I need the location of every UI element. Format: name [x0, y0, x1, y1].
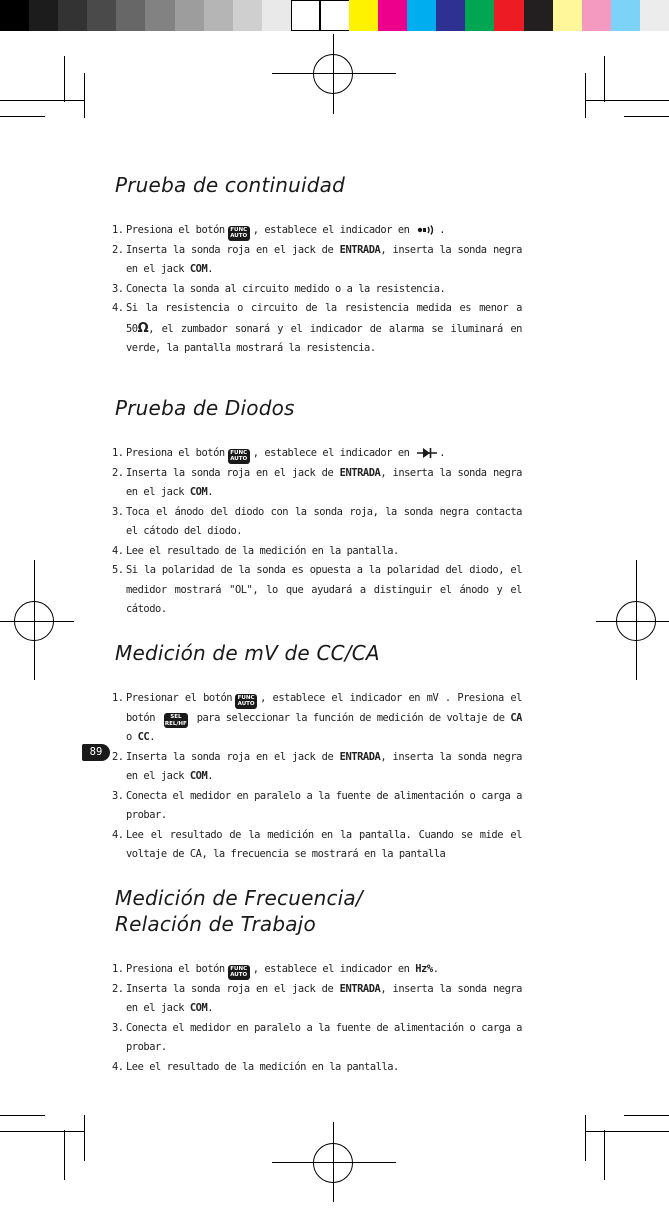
- crop-mark: [624, 116, 669, 117]
- color-swatch: [611, 0, 641, 31]
- func-auto-button-icon: FUNC AUTO: [228, 226, 250, 241]
- color-swatch: [116, 0, 146, 31]
- color-swatch: [494, 0, 524, 31]
- section-title-continuity: Prueba de continuidad: [115, 173, 345, 197]
- color-swatch: [640, 0, 669, 31]
- color-swatch: [436, 0, 466, 31]
- crop-mark: [333, 34, 334, 114]
- section-title-line: Medición de Frecuencia/: [115, 886, 363, 910]
- crop-mark: [0, 621, 74, 622]
- section-title-frequency: [115, 885, 363, 937]
- list-item: 1. Presionar el botón FUNC AUTO , establece el indicador en mV . Presiona el botón SEL REL/HF para seleccionar la función de medición de voltaje de CA o CC.: [112, 692, 522, 743]
- color-swatch: [175, 0, 205, 31]
- color-swatch: [233, 0, 263, 31]
- list-item: 4. Lee el resultado de la medición en la pantalla.: [112, 1060, 399, 1073]
- list-item: 2. Inserta la sonda roja en el jack de ENTRADA, inserta la sonda negra en el jack COM.: [112, 466, 522, 498]
- list-item: 4. Lee el resultado de la medición en la pantalla.: [112, 544, 399, 557]
- func-auto-button-icon: FUNC AUTO: [228, 965, 250, 980]
- crop-mark: [272, 73, 396, 74]
- diode-icon: [417, 447, 437, 459]
- section-title-line: Relación de Trabajo: [115, 912, 316, 936]
- crop-mark: [84, 1115, 85, 1161]
- list-item: 3. Toca el ánodo del diodo con la sonda roja, la sonda negra contacta el cátodo del diodo.: [112, 505, 522, 537]
- func-auto-button-icon: FUNC AUTO: [228, 449, 250, 464]
- crop-mark: [84, 73, 85, 118]
- color-swatch: [553, 0, 583, 31]
- ohm-symbol: Ω: [137, 320, 149, 336]
- continuity-buzzer-icon: [417, 224, 437, 236]
- section-title-mv: Medición de mV de CC/CA: [115, 641, 380, 665]
- list-item: 4. Si la resistencia o circuito de la resistencia medida es menor a 50Ω, el zumbador sonará y el indicador de alarma se iluminará en verde, la pantalla mostrará la resistencia.: [112, 302, 522, 354]
- color-swatch: [204, 0, 234, 31]
- crop-mark: [0, 116, 45, 117]
- crop-mark: [624, 1115, 669, 1116]
- crop-mark: [34, 560, 35, 680]
- color-swatch: [582, 0, 612, 31]
- list-item: 1. Presiona el botón FUNC AUTO , establece el indicador en .: [112, 447, 446, 462]
- page-number: 89: [82, 744, 110, 761]
- crop-mark: [64, 56, 65, 102]
- color-swatch: [407, 0, 437, 31]
- color-swatch: [0, 0, 30, 31]
- func-auto-button-icon: FUNC AUTO: [235, 694, 257, 709]
- diode-steps: [112, 444, 522, 620]
- list-item: 2. Inserta la sonda roja en el jack de ENTRADA, inserta la sonda negra en el jack COM.: [112, 243, 522, 275]
- print-color-bar: [0, 0, 669, 31]
- crop-mark: [585, 100, 669, 101]
- crop-mark: [64, 1130, 65, 1180]
- color-swatch: [29, 0, 59, 31]
- mv-steps: [112, 689, 522, 865]
- crop-mark: [272, 1162, 396, 1163]
- list-item: 1. Presiona el botón FUNC AUTO , establece el indicador en Hz%.: [112, 963, 439, 978]
- color-swatch: [465, 0, 495, 31]
- list-item: 5. Si la polaridad de la sonda es opuesta a la polaridad del diodo, el medidor mostrará "OL", lo que ayudará a distinguir el ánodo y el cátodo.: [112, 564, 522, 615]
- list-item: 1. Presiona el botón FUNC AUTO , establece el indicador en .: [112, 224, 446, 239]
- crop-mark: [333, 1122, 334, 1202]
- color-swatch: [145, 0, 175, 31]
- color-swatch: [524, 0, 554, 31]
- color-swatch: [320, 0, 350, 31]
- list-item: 3. Conecta el medidor en paralelo a la fuente de alimentación o carga a probar.: [112, 789, 522, 821]
- crop-mark: [0, 1131, 84, 1132]
- crop-mark: [604, 1130, 605, 1180]
- color-swatch: [262, 0, 292, 31]
- color-swatch: [87, 0, 117, 31]
- crop-mark: [604, 56, 605, 102]
- color-swatch: [378, 0, 408, 31]
- crop-mark: [0, 1115, 45, 1116]
- crop-mark: [0, 100, 84, 101]
- crop-mark: [585, 1115, 586, 1161]
- crop-mark: [636, 560, 637, 680]
- color-swatch: [58, 0, 88, 31]
- list-item: 2. Inserta la sonda roja en el jack de ENTRADA, inserta la sonda negra en el jack COM.: [112, 750, 522, 782]
- crop-mark: [585, 1131, 669, 1132]
- color-swatch: [291, 0, 321, 31]
- list-item: 3. Conecta el medidor en paralelo a la fuente de alimentación o carga a probar.: [112, 1021, 522, 1053]
- continuity-steps: [112, 221, 522, 359]
- crop-mark: [585, 73, 586, 118]
- color-swatch: [349, 0, 379, 31]
- section-title-diodes: Prueba de Diodos: [115, 396, 295, 420]
- crop-mark: [596, 621, 669, 622]
- list-item: 4. Lee el resultado de la medición en la pantalla. Cuando se mide el voltaje de CA, la frecuencia se mostrará en la pantalla: [112, 828, 522, 860]
- list-item: 2. Inserta la sonda roja en el jack de ENTRADA, inserta la sonda negra en el jack COM.: [112, 982, 522, 1014]
- list-item: 3. Conecta la sonda al circuito medido o a la resistencia.: [112, 282, 446, 295]
- frequency-steps: [112, 960, 522, 1077]
- sel-rel-button-icon: SEL REL/HF: [164, 714, 187, 727]
